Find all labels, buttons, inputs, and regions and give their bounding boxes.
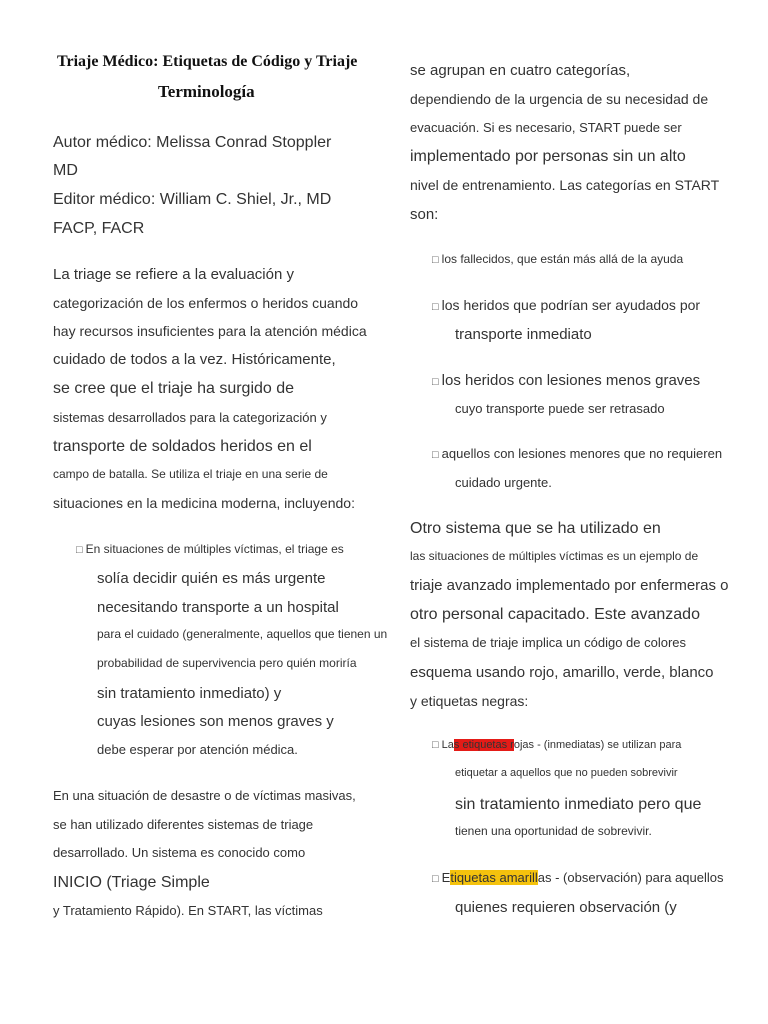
right-other-line: triaje avanzado implementado por enfermeras o: [410, 577, 729, 594]
yellow-tags-post: as - (observación) para aquellos: [537, 870, 724, 885]
left-bullet-first-line: [76, 543, 344, 556]
editor-line-1: Editor médico: William C. Shiel, Jr., MD: [53, 191, 332, 208]
red-tags-post: ojas - (inmediatas) se utilizan para: [513, 739, 682, 751]
start-category-item: [432, 447, 722, 461]
bullet-box-icon: □: [432, 254, 439, 266]
left-closing-line: En una situación de desastre o de víctimas masivas,: [53, 788, 356, 803]
right-other-line: y etiquetas negras:: [410, 693, 529, 709]
left-bullet-line: debe esperar por atención médica.: [97, 742, 298, 757]
bullet-box-icon: □: [76, 544, 83, 556]
left-bullet-line: necesitando transporte a un hospital: [97, 599, 339, 616]
red-tags-continuation: etiquetar a aquellos que no pueden sobrevivir: [455, 767, 678, 779]
left-bullet-line: solía decidir quién es más urgente: [97, 570, 326, 587]
right-intro-line: evacuación. Si es necesario, START puede ser: [410, 120, 682, 135]
left-bullet-line: probabilidad de supervivencia pero quién moriría: [97, 656, 357, 670]
start-category-item: [432, 253, 683, 266]
left-bullet-line: sin tratamiento inmediato) y: [97, 685, 282, 702]
bullet-box-icon: □: [432, 873, 439, 885]
left-bullet-line: cuyas lesiones son menos graves y: [97, 713, 334, 730]
left-intro-line: La triage se refiere a la evaluación y: [53, 266, 294, 283]
left-closing-line: y Tratamiento Rápido). En START, las víctimas: [53, 903, 323, 918]
right-intro-line: son:: [410, 206, 439, 223]
author-line-1: Autor médico: Melissa Conrad Stoppler: [53, 134, 332, 151]
bullet-box-icon: □: [432, 739, 439, 751]
start-category-text: los heridos con lesiones menos graves: [441, 372, 701, 389]
left-intro-line: situaciones en la medicina moderna, incluyendo:: [53, 495, 355, 511]
start-category-item: [432, 373, 700, 388]
red-tags-continuation: sin tratamiento inmediato pero que: [455, 796, 702, 813]
bullet-box-icon: □: [432, 376, 439, 388]
start-category-continuation: cuyo transporte puede ser retrasado: [455, 401, 665, 416]
left-bullet-text: En situaciones de múltiples víctimas, el triage es: [85, 542, 344, 556]
yellow-tags-item: [432, 871, 723, 885]
left-intro-line: categorización de los enfermos o heridos cuando: [53, 295, 359, 311]
left-intro-line: transporte de soldados heridos en el: [53, 438, 312, 455]
left-intro-line: campo de batalla. Se utiliza el triaje en una serie de: [53, 467, 328, 481]
right-intro-line: dependiendo de la urgencia de su necesidad de: [410, 91, 709, 107]
left-intro-line: sistemas desarrollados para la categorización y: [53, 410, 327, 425]
right-intro-line: implementado por personas sin un alto: [410, 148, 686, 165]
red-tags-pre: La: [441, 739, 454, 751]
title-line-2: Terminología: [158, 82, 255, 101]
yellow-highlight: tiquetas amarill: [450, 870, 538, 885]
left-closing-line: desarrollado. Un sistema es conocido como: [53, 845, 306, 860]
right-other-line: esquema usando rojo, amarillo, verde, blanco: [410, 664, 714, 681]
left-intro-line: hay recursos insuficientes para la atención médica: [53, 323, 367, 339]
right-other-line: Otro sistema que se ha utilizado en: [410, 520, 661, 537]
right-intro-line: se agrupan en cuatro categorías,: [410, 62, 631, 79]
left-intro-line: se cree que el triaje ha surgido de: [53, 380, 295, 397]
start-category-text: los fallecidos, que están más allá de la ayuda: [441, 252, 684, 266]
yellow-tags-continuation: quienes requieren observación (y: [455, 899, 677, 916]
yellow-tags-pre: E: [441, 870, 451, 885]
editor-line-2: FACP, FACR: [53, 220, 145, 237]
red-highlight: s etiquetas r: [453, 739, 514, 751]
left-closing-line: INICIO (Triage Simple: [53, 874, 210, 891]
red-tags-continuation: tienen una oportunidad de sobrevivir.: [455, 824, 652, 838]
start-category-text: los heridos que podrían ser ayudados por: [441, 297, 701, 313]
right-other-line: las situaciones de múltiples víctimas es un ejemplo de: [410, 549, 699, 563]
author-line-2: MD: [53, 162, 78, 179]
start-category-item: [432, 298, 700, 313]
left-bullet-line: para el cuidado (generalmente, aquellos que tienen un: [97, 627, 388, 641]
left-intro-line: cuidado de todos a la vez. Históricamente,: [53, 351, 336, 368]
right-intro-line: nivel de entrenamiento. Las categorías en START: [410, 177, 720, 193]
right-other-line: el sistema de triaje implica un código de colores: [410, 635, 687, 650]
red-tags-item: [432, 740, 681, 751]
bullet-box-icon: □: [432, 301, 439, 313]
title-line-1: Triaje Médico: Etiquetas de Código y Triaje: [57, 53, 358, 70]
start-category-text: aquellos con lesiones menores que no requieren: [441, 446, 723, 461]
bullet-box-icon: □: [432, 449, 439, 461]
left-closing-line: se han utilizado diferentes sistemas de triage: [53, 817, 314, 832]
right-other-line: otro personal capacitado. Este avanzado: [410, 606, 700, 623]
start-category-continuation: cuidado urgente.: [455, 475, 552, 490]
start-category-continuation: transporte inmediato: [455, 326, 592, 343]
